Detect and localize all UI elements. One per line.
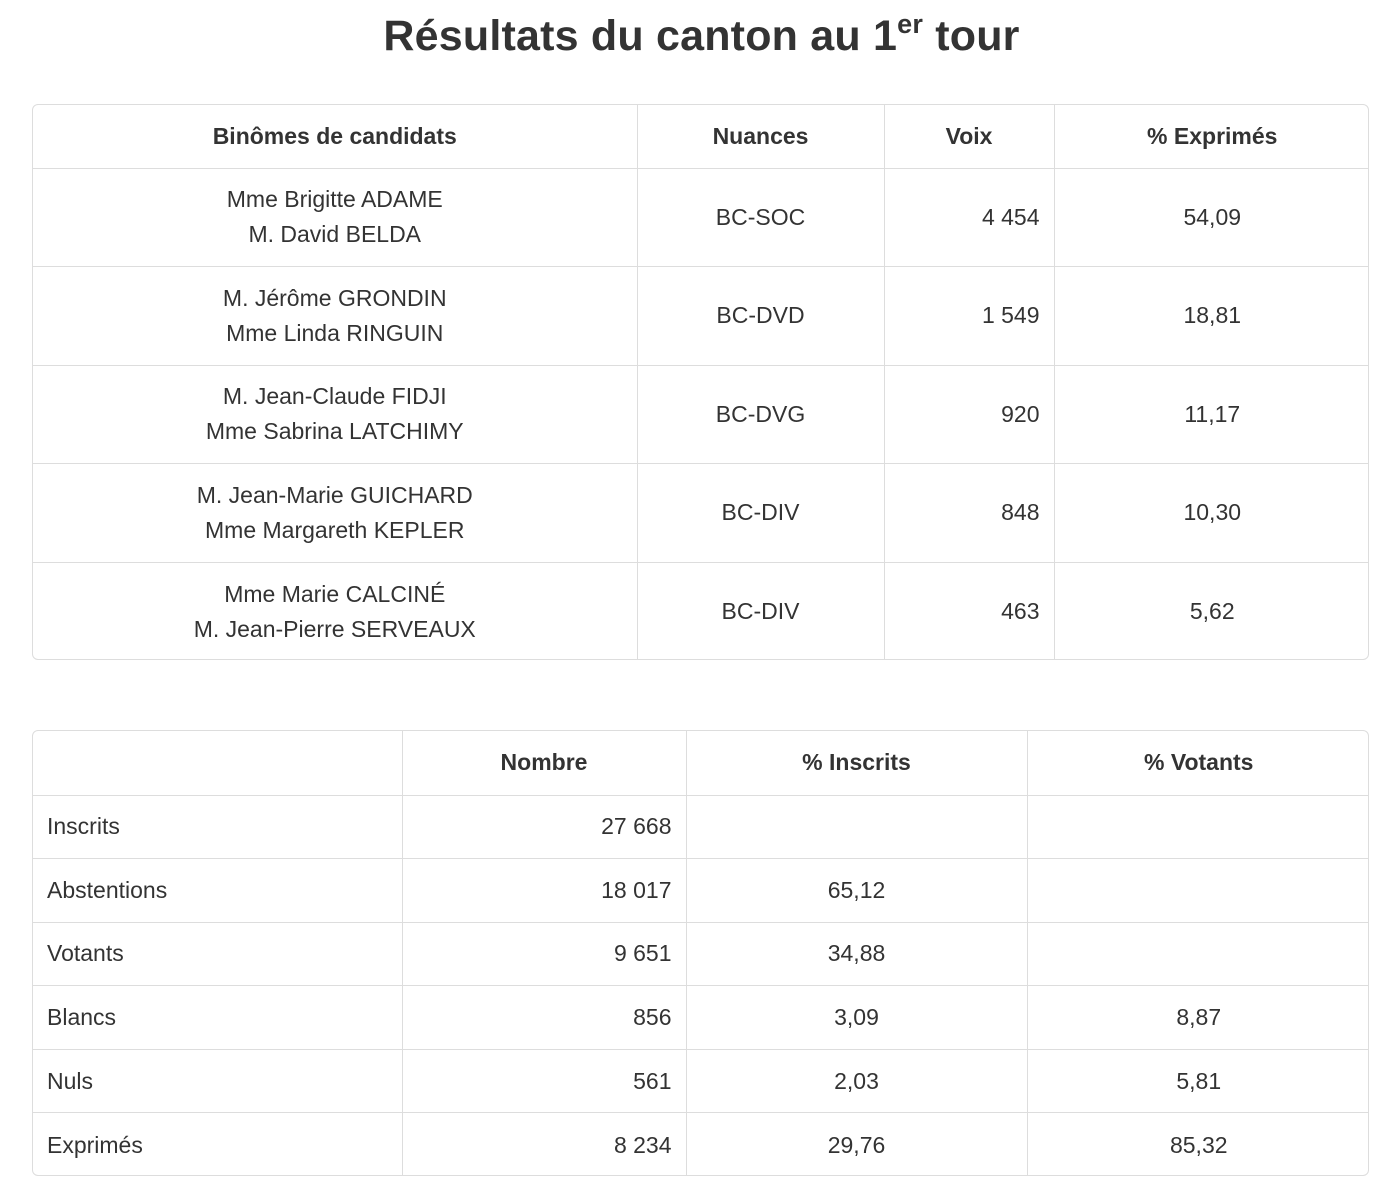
voix-cell: 1 549 [884,267,1054,366]
nombre-cell: 8 234 [402,1113,686,1176]
header-binomes: Binômes de candidats [33,105,637,168]
candidate-name: M. David BELDA [248,221,422,248]
nombre-cell: 9 651 [402,922,686,986]
candidate-row [33,562,1369,660]
summary-label: Blancs [33,986,402,1050]
pct-inscrits-cell: 34,88 [686,922,1027,986]
pct-exprimes-cell: 11,17 [1054,365,1369,464]
header-pct-votants: % Votants [1027,731,1369,795]
header-pct-exprimes: % Exprimés [1054,105,1369,168]
header-blank [33,731,402,795]
voix-cell: 920 [884,365,1054,464]
summary-label: Votants [33,922,402,986]
candidates-table-container [32,104,1369,660]
candidate-name: Mme Margareth KEPLER [205,516,465,543]
summary-row [33,1049,1369,1113]
pct-inscrits-cell: 3,09 [686,986,1027,1050]
header-pct-inscrits: % Inscrits [686,731,1027,795]
page-title-end: tour [923,12,1020,60]
candidates-header-row [33,105,1369,168]
pct-votants-cell: 5,81 [1027,1049,1369,1113]
nombre-cell: 856 [402,986,686,1050]
page-title-superscript: er [897,9,924,39]
summary-label: Nuls [33,1049,402,1113]
candidate-names [33,168,637,267]
page-title-main: Résultats du canton au 1 [383,12,898,60]
header-voix: Voix [884,105,1054,168]
candidate-row [33,267,1369,366]
header-nombre: Nombre [402,731,686,795]
candidate-names [33,562,637,660]
summary-label: Exprimés [33,1113,402,1176]
candidate-names [33,267,637,366]
summary-row [33,986,1369,1050]
page-title [0,8,1397,69]
pct-inscrits-cell: 65,12 [686,859,1027,923]
candidates-table [33,105,1369,660]
nuance-cell: BC-DIV [637,562,884,660]
pct-exprimes-cell: 54,09 [1054,168,1369,267]
summary-row [33,1113,1369,1176]
summary-label: Inscrits [33,795,402,859]
nuance-cell: BC-DIV [637,464,884,563]
candidate-row [33,365,1369,464]
pct-inscrits-cell: 29,76 [686,1113,1027,1176]
pct-exprimes-cell: 5,62 [1189,598,1235,624]
candidate-name: M. Jean-Claude FIDJI [222,383,447,410]
summary-table-container [32,730,1369,1176]
pct-votants-cell: 85,32 [1169,1131,1228,1158]
voix-cell: 463 [884,562,1054,660]
nombre-cell: 561 [402,1049,686,1113]
nombre-cell: 27 668 [402,795,686,859]
pct-votants-cell [1027,795,1369,859]
nuance-cell: BC-DVD [637,267,884,366]
candidate-row [33,168,1369,267]
header-nuances: Nuances [637,105,884,168]
summary-table [33,731,1369,1176]
candidate-name: Mme Sabrina LATCHIMY [205,418,464,445]
pct-votants-cell [1027,922,1369,986]
candidate-name: Mme Linda RINGUIN [226,319,444,346]
nuance-cell: BC-SOC [637,168,884,267]
pct-votants-cell [1027,859,1369,923]
candidate-name: Mme Brigitte ADAME [226,186,443,213]
nombre-cell: 18 017 [402,859,686,923]
candidate-row [33,464,1369,563]
summary-label: Abstentions [33,859,402,923]
candidate-name: M. Jean-Marie GUICHARD [196,481,473,508]
pct-inscrits-cell: 2,03 [686,1049,1027,1113]
summary-header-row [33,731,1369,795]
summary-row [33,795,1369,859]
pct-exprimes-cell: 10,30 [1054,464,1369,563]
pct-exprimes-cell: 18,81 [1054,267,1369,366]
candidate-name: M. Jérôme GRONDIN [222,284,447,311]
nuance-cell: BC-DVG [637,365,884,464]
summary-row [33,859,1369,923]
summary-row [33,922,1369,986]
candidate-names [33,365,637,464]
candidate-names [33,464,637,563]
pct-votants-cell: 8,87 [1027,986,1369,1050]
candidate-name: M. Jean-Pierre SERVEAUX [193,615,476,642]
candidate-name: Mme Marie CALCINÉ [224,580,446,607]
voix-cell: 848 [884,464,1054,563]
pct-inscrits-cell [686,795,1027,859]
voix-cell: 4 454 [884,168,1054,267]
